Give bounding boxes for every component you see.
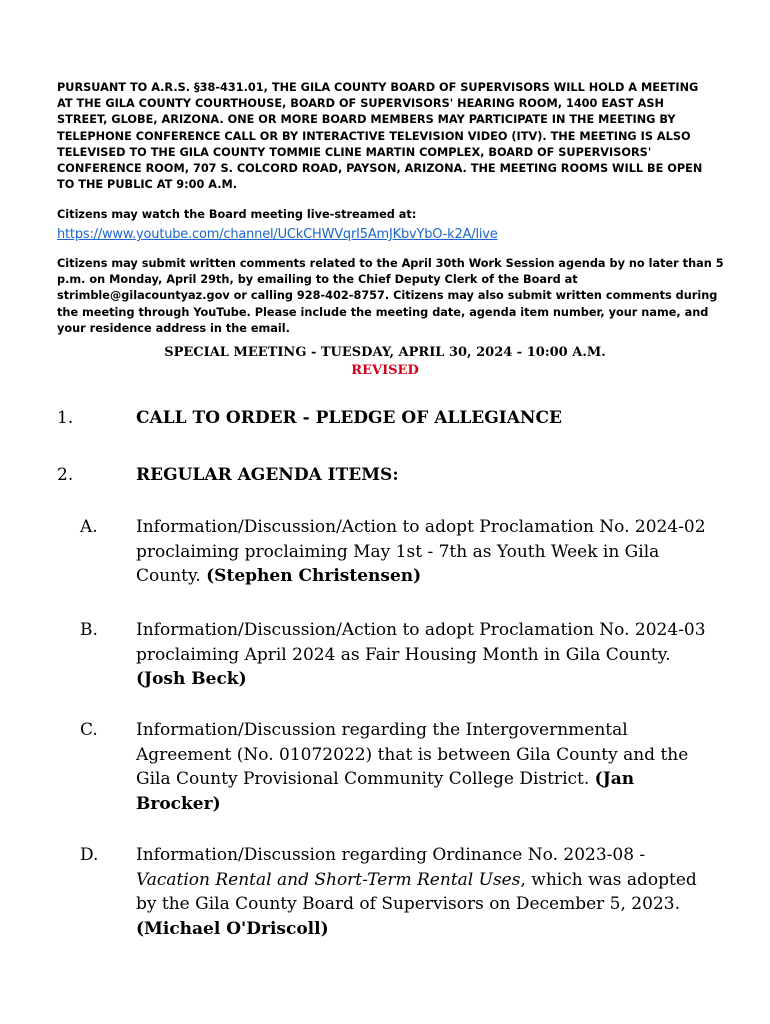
item-letter: A. <box>80 517 98 537</box>
item-presenter: (Michael O'Driscoll) <box>136 918 329 939</box>
item-text: Information/Discussion regarding the Intergovernmental Agreement (No. 01072022) that is between Gila County and the Gila County Provisional Community College District. <box>136 720 689 789</box>
item-letter: B. <box>80 620 98 640</box>
section-number: 2. <box>57 465 74 485</box>
revised-label: REVISED <box>351 363 419 378</box>
meeting-header <box>0 344 770 380</box>
item-text: Information/Discussion/Action to adopt Proclamation No. 2024-02 proclaiming proclaiming May 1st - 7th as Youth Week in Gila County. <box>136 517 706 586</box>
agenda-item-b <box>136 618 716 692</box>
agenda-item-d <box>136 843 716 941</box>
agenda-item-c <box>136 718 716 816</box>
item-text: , which was adopted by the Gila County Board of Supervisors on December 5, 2023. <box>136 869 697 914</box>
meeting-title: SPECIAL MEETING - TUESDAY, APRIL 30, 2024 - 10:00 A.M. <box>164 345 606 360</box>
livestream-label: Citizens may watch the Board meeting live-streamed at: <box>57 208 417 221</box>
item-text: Information/Discussion/Action to adopt Proclamation No. 2024-03 proclaiming April 2024 as Fair Housing Month in Gila County. <box>136 620 706 665</box>
item-presenter: (Josh Beck) <box>136 669 247 689</box>
item-presenter: (Jan Brocker) <box>136 769 635 814</box>
livestream-link[interactable]: https://www.youtube.com/channel/UCkCHWVqrI5AmJKbvYbO-k2A/live <box>57 227 498 243</box>
item-letter: C. <box>80 720 98 740</box>
item-text: Information/Discussion regarding Ordinance No. 2023-08 - <box>136 845 646 865</box>
section-number: 1. <box>57 408 74 428</box>
item-letter: D. <box>80 845 99 865</box>
section-title-regular-agenda: REGULAR AGENDA ITEMS: <box>136 465 399 485</box>
section-title-call-to-order: CALL TO ORDER - PLEDGE OF ALLEGIANCE <box>136 408 562 428</box>
agenda-item-a <box>136 515 716 589</box>
livestream-block <box>57 207 717 242</box>
meeting-notice: PURSUANT TO A.R.S. §38-431.01, THE GILA COUNTY BOARD OF SUPERVISORS WILL HOLD A MEETING AT THE GILA COUNTY COURTHOUSE, BOARD OF SUPERVISORS' HEARING ROOM, 1400 EAST ASH STREET, GLOBE, ARIZONA. ONE OR MORE BOARD MEMBERS MAY PARTICIPATE IN THE MEETING BY TELEPHONE CONFERENCE CALL OR BY INTERACTIVE TELEVISION VIDEO (ITV). THE MEETING IS ALSO TELEVISED TO THE GILA COUNTY TOMMIE CLINE MARTIN COMPLEX, BOARD OF SUPERVISORS' CONFERENCE ROOM, 707 S. COLCORD ROAD, PAYSON, ARIZONA. THE MEETING ROOMS WILL BE OPEN TO THE PUBLIC AT 9:00 A.M. <box>57 81 703 192</box>
item-presenter: (Stephen Christensen) <box>206 566 422 586</box>
comments-notice: Citizens may submit written comments related to the April 30th Work Session agenda by no later than 5 p.m. on Monday, April 29th, by emailing to the Chief Deputy Clerk of the Board at strimble@gilacountyaz.gov or calling 928-402-8757. Citizens may also submit written comments during the meeting through YouTube. Please include the meeting date, agenda item number, your name, and your residence address in the email. <box>57 257 724 335</box>
item-text-italic: Vacation Rental and Short-Term Rental Uses <box>136 869 521 890</box>
